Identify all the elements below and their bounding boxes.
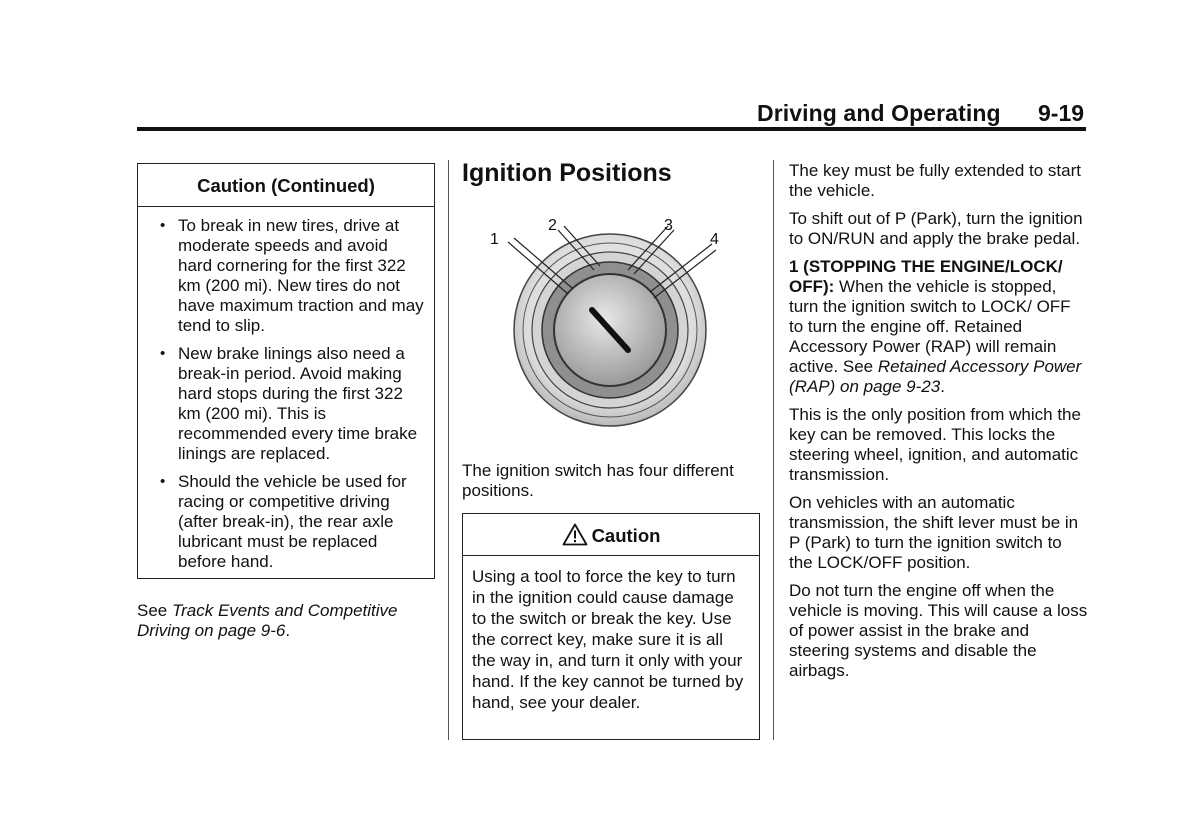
header-rule: [137, 127, 1086, 131]
bullet-icon: •: [160, 345, 166, 362]
paragraph: The key must be fully extended to start the vehicle.: [789, 161, 1081, 200]
warning-triangle-icon: [562, 523, 588, 546]
caution-text: Using a tool to force the key to turn in the ignition could cause damage to the switch or break the key. Use the correct key, make sure it is all the way in, and turn it only with your hand. If the key cannot be turned by hand, see your dealer.: [472, 567, 744, 712]
bullet-icon: •: [160, 473, 166, 490]
cross-reference-link[interactable]: Retained Accessory Power (RAP) on page 9-23: [789, 357, 1082, 396]
paragraph: This is the only position from which the key can be removed. This locks the steering wheel, ignition, and automatic transmission.: [789, 405, 1081, 484]
column-divider-2: [773, 160, 774, 740]
section-title: Driving and Operating: [757, 100, 1001, 126]
position-label-1: 1: [490, 231, 499, 248]
position-1-heading: 1 (STOPPING THE ENGINE/LOCK/ OFF):: [789, 257, 1063, 296]
column-divider-1: [448, 160, 449, 740]
ignition-intro: The ignition switch has four different positions.: [462, 461, 734, 500]
paragraph: On vehicles with an automatic transmission, the shift lever must be in P (Park) to turn the ignition switch to the LOCK/OFF position.: [789, 493, 1079, 572]
paragraph: Do not turn the engine off when the vehicle is moving. This will cause a loss of power assist in the brake and steering systems and disable the airbags.: [789, 581, 1088, 680]
caution-bullet-list: [138, 207, 434, 572]
list-item: • Should the vehicle be used for racing or competitive driving (after break-in), the rear axle lubricant must be replaced before hand.: [160, 472, 407, 571]
caution-title: Caution: [463, 514, 759, 556]
position-label-2: 2: [548, 217, 557, 234]
right-column-text: [789, 161, 1089, 689]
cross-reference-link[interactable]: Track Events and Competitive Driving on page 9-6: [137, 601, 398, 640]
caution-continued-box: [137, 163, 435, 579]
paragraph: 1 (STOPPING THE ENGINE/LOCK/ OFF): When the vehicle is stopped, turn the ignition switch to LOCK/ OFF to turn the engine off. Retained Accessory Power (RAP) will remain active. See Retained Accessory Power (RAP) on page 9-23.: [789, 257, 1082, 396]
see-also-paragraph: See Track Events and Competitive Driving on page 9-6.: [137, 601, 398, 640]
list-item: • To break in new tires, drive at moderate speeds and avoid hard cornering for the first 322 km (200 mi). New tires do not have maximum traction and may tend to slip.: [160, 216, 424, 335]
list-item: • New brake linings also need a break-in period. Avoid making hard stops during the first 322 km (200 mi). This is recommended every time brake linings are replaced.: [160, 344, 418, 463]
caution-box: [462, 513, 760, 740]
caution-continued-title: Caution (Continued): [138, 164, 434, 207]
ignition-switch-diagram: [480, 208, 760, 440]
paragraph: To shift out of P (Park), turn the ignition to ON/RUN and apply the brake pedal.: [789, 209, 1083, 248]
bullet-icon: •: [160, 217, 166, 234]
section-heading: Ignition Positions: [462, 159, 672, 187]
page-number: 9-19: [1038, 100, 1085, 126]
position-label-4: 4: [710, 231, 719, 248]
position-label-3: 3: [664, 217, 673, 234]
